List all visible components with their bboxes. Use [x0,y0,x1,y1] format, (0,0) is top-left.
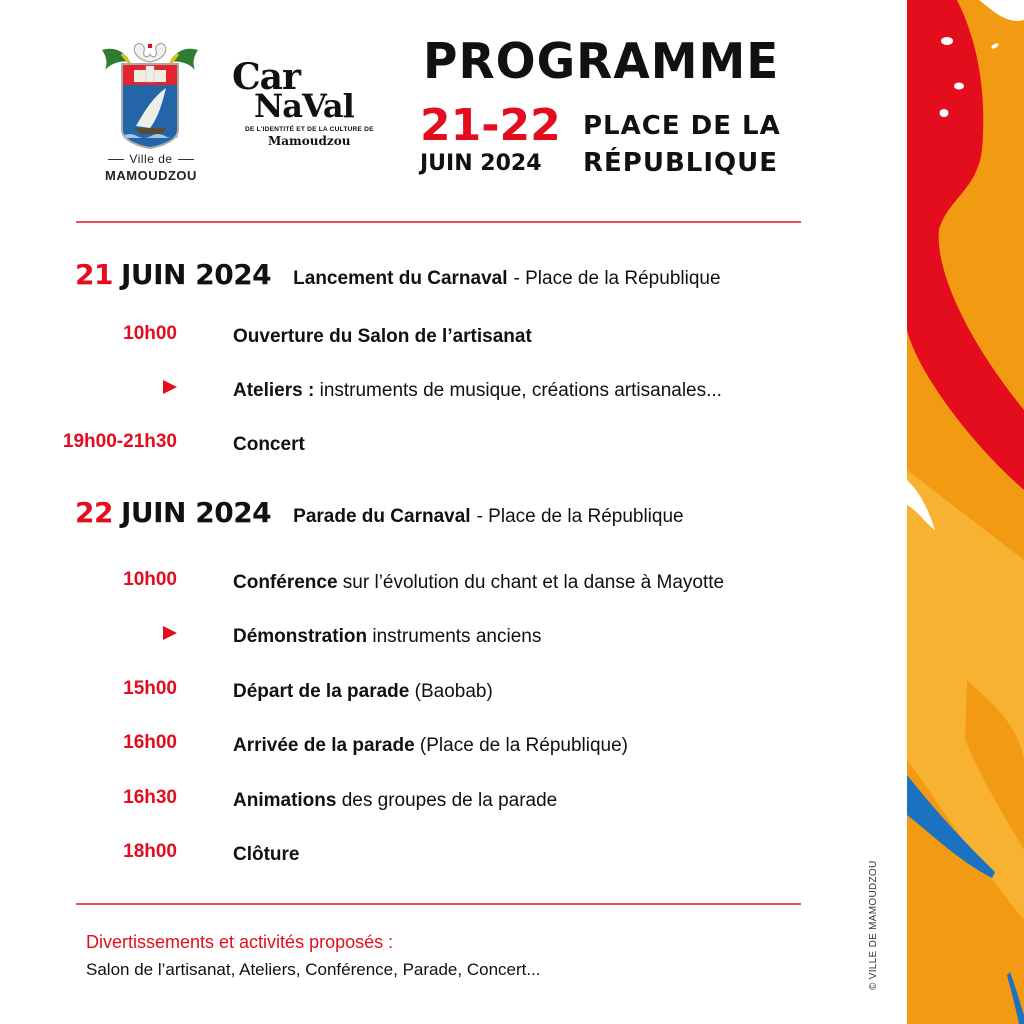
schedule-item [0,678,880,700]
activities-heading: Divertissements et activités proposés : [86,932,394,952]
day-heading-22 [75,496,684,529]
ville-de-label: Ville de [129,152,173,166]
logo-car: Car [232,56,300,98]
schedule-detail: des groupes de la parade [336,790,558,811]
schedule-marker [0,623,177,645]
event-month-year: JUIN 2024 [420,151,542,176]
schedule-item [0,431,880,453]
schedule-item [0,623,880,645]
event-dates: 21-22 [420,100,561,151]
schedule-description [233,377,793,404]
day-location: - Place de la République [476,506,684,527]
venue-line-2: RÉPUBLIQUE [583,148,778,178]
day-location: - Place de la République [513,268,721,289]
ville-de-text [96,152,206,166]
logo-subtitle: DE L'IDENTITÉ ET DE LA CULTURE DE [245,126,374,133]
schedule-description [233,569,753,596]
schedule-label: Arrivée de la parade [233,735,415,756]
schedule-item [0,787,880,809]
schedule-description [233,787,793,814]
schedule-time: 18h00 [123,841,177,862]
schedule-detail: instruments de musique, créations artisanales... [314,380,722,401]
schedule-description [233,623,793,650]
decorative-brush-panel [907,0,1024,1024]
dash-decoration [178,159,194,160]
day-event-title: Parade du Carnaval [293,506,471,527]
schedule-time: 10h00 [123,569,177,590]
brush-strokes-art [907,0,1024,1024]
schedule-description [233,678,793,705]
schedule-label: Concert [233,434,305,455]
logo-naval: NaVal [254,87,354,125]
carnaval-logo [232,56,392,148]
schedule-item [0,323,880,345]
schedule-marker [0,377,177,399]
day-month-year: JUIN 2024 [120,496,272,529]
schedule-label: Animations [233,790,337,811]
schedule-item [0,732,880,754]
venue-line-1: PLACE DE LA [583,111,781,141]
schedule-description [233,841,793,868]
schedule-time: 16h30 [123,787,177,808]
divider [76,903,801,905]
triangle-bullet-icon [163,626,177,640]
day-heading-21 [75,258,721,291]
divider [76,221,801,223]
schedule-detail: sur l’évolution du chant et la danse à Mayotte [337,572,725,593]
schedule-label: Conférence [233,572,338,593]
ville-name: MAMOUDZOU [105,168,197,183]
schedule-description [233,431,793,458]
schedule-time: 15h00 [123,678,177,699]
schedule-time: 16h00 [123,732,177,753]
schedule-description [233,323,793,350]
schedule-item [0,377,880,399]
schedule-detail: (Place de la République) [414,735,629,756]
schedule-label: Départ de la parade [233,681,410,702]
day-number: 21 [75,258,113,291]
triangle-bullet-icon [163,380,177,394]
ville-de-mamoudzou-label [96,152,206,183]
page-title: PROGRAMME [423,32,780,91]
day-month-year: JUIN 2024 [120,258,272,291]
dash-decoration [108,159,124,160]
schedule-label: Ateliers : [233,380,315,401]
schedule-detail: (Baobab) [409,681,493,702]
schedule-item [0,569,880,591]
coat-of-arms-icon [100,42,200,152]
day-event-title: Lancement du Carnaval [293,268,508,289]
event-venue [583,108,781,182]
schedule-item [0,841,880,863]
schedule-description [233,732,793,759]
schedule-label: Clôture [233,844,300,865]
day-number: 22 [75,496,113,529]
copyright-notice: © VILLE DE MAMOUDZOU [868,860,879,990]
schedule-label: Ouverture du Salon de l’artisanat [233,326,532,347]
logo-city: Mamoudzou [268,134,351,148]
schedule-label: Démonstration [233,626,368,647]
activities-list: Salon de l’artisanat, Ateliers, Conférence, Parade, Concert... [86,960,541,979]
ville-de-mamoudzou-crest [100,42,200,152]
schedule-detail: instruments anciens [367,626,542,647]
schedule-time: 19h00-21h30 [62,431,177,452]
schedule-time: 10h00 [123,323,177,344]
